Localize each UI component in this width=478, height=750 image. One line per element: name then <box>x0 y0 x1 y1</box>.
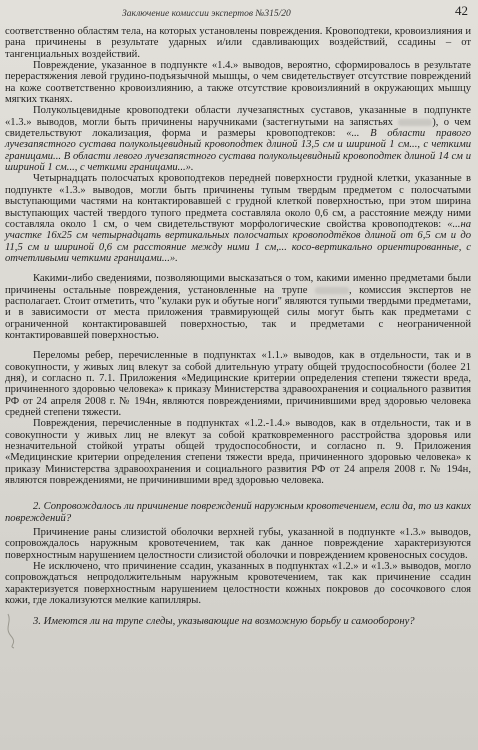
paragraph-objects-text-a: Какими-либо сведениями, позволяющими высказаться о том, какими именно предметами были причинены остальные повреждения, установленные на трупе <box>5 273 471 296</box>
page-number: 42 <box>455 3 468 18</box>
paragraph-other-injuries: Повреждения, перечисленные в подпунктах «1.2.-1.4.» выводов, как в отдельности, так и в совокупности у живых лиц не влекут за собой кратковременного расстройства здоровья или незначительной стойкой утраты общей трудоспособности, и согласно п. 9. Приложения «Медицинские критерии определения степени тяжести вреда, причиненного здоровью человека» к приказу Министерства здравоохранения и социального развития РФ от 24 апреля 2008 г. № 194н, являются повреждениями, не причинившими вред здоровью человека. <box>5 418 471 487</box>
paragraph-chest-bruises <box>5 173 471 264</box>
paragraph-handcuffs <box>5 105 471 173</box>
paragraph-objects <box>5 273 471 341</box>
paragraph-handcuffs-text-b: ), о чем свидетельствуют локализация, форма и размеры кровоподтеков: <box>5 116 471 140</box>
paragraph-handcuffs-text-a: Полукольцевидные кровоподтеки области лучезапястных суставов, указанные в подпункте «1.3.» выводов, могли быть причинены наручниками (застегнутыми на запястьях <box>5 105 471 128</box>
paragraph-continuation: соответственно областям тела, на которых установлены повреждения. Кровоподтеки, кровоизлияния и рана причинены в результате ударных и/или сдавливающих воздействий, ссадины – от тангенциальных воздействий. <box>5 26 471 60</box>
question-2: 2. Сопровождалось ли причинение повреждений наружным кровотечением, если да, то из каких повреждений? <box>5 501 471 524</box>
paragraph-lip-wound: Причинение раны слизистой оболочки верхней губы, указанной в подпункте «1.3.» выводов, сопровождалось наружным кровотечением, так как данное повреждение характеризуются поверхностным нарушением целостности слизистой оболочки и повреждением кровеносных сосудов. <box>5 527 471 561</box>
header-title: Заключение комиссии экспертов №315/20 <box>122 9 291 19</box>
document-body <box>5 26 471 627</box>
page-header <box>0 3 478 19</box>
question-3: 3. Имеются ли на трупе следы, указывающие на возможную борьбу и самооборону? <box>33 615 415 627</box>
redacted-name <box>315 287 349 294</box>
redacted-name <box>398 119 432 126</box>
pen-mark <box>2 610 22 650</box>
paragraph-rib-fractures: Переломы ребер, перечисленные в подпунктах «1.1.» выводов, как в отдельности, так и в совокупности, у живых лиц влекут за собой длительную утрату общей трудоспособности (более 21 дня), и согласно п. 7.1. Приложения «Медицинские критерии определения степени тяжести вреда, причиненного здоровью человека» к приказу Министерства здравоохранения и социального развития РФ от 24 апреля 2008 г. № 194н, являются повреждениями, причинившими вред здоровью человека средней степени тяжести. <box>5 350 471 418</box>
paragraph-1-4: Повреждение, указанное в подпункте «1.4.» выводов, вероятно, сформировалось в результате перерастяжения левой грудино-подъязычной мышцы, о чем свидетельствует отсутствие повреждений на коже соответственно кровоизлиянию, а также отсутствие кровоизлияний в окружающих мышцу мягких тканях. <box>5 60 471 106</box>
paragraph-abrasions: Не исключено, что причинение ссадин, указанных в подпунктах «1.2.» и «1.3.» выводов, могло сопровождаться непродолжительным наружным кровотечением, так как причинение ссадин характеризуется поверхностным нарушением целостности кожных покровов до сосочкового слоя кожи, где локализуются мелкие капилляры. <box>5 561 471 607</box>
paragraph-objects-text-b: , комиссия экспертов не располагает. Стоит отметить, что "кулаки рук и обутые ноги" являются тупыми твердыми предметами, и в зависимости от места приложения травмирующей силы могут быть как предметами с ограниченной контактировавшей поверхностью, так и предметами с неограниченной контактировавшей поверхностью. <box>5 284 472 341</box>
paragraph-chest-text: Четырнадцать полосчатых кровоподтеков передней поверхности грудной клетки, указанные в подпункте «1.3.» выводов, могли быть причинены тупым твердым предметом с полосчатыми выступающими частями на контактировавшей с грудной клеткой поверхностью, при этом ширина выступающих частей твердого тупого предмета составляла около 0,6 см, а расстояние между ними составляла около 1 см, о чем свидетельствуют морфологические свойства кровоподтеков: <box>5 173 471 230</box>
paragraph-chest-quote: «...на участке 16х25 см четырнадцать вертикальных полосчатых кровоподтёков длиной от 6,5 см и до 11,5 см и шириной 0,6 см расстояние между ними 1 см,... косо-вертикально ориентированные, с отчетливыми четкими границами...». <box>5 218 471 264</box>
paragraph-handcuffs-quote: «... В области правого лучезапястного сустава полукольцевидный кровоподтек длиной 13,5 см и шириной 1 см..., с четкими границами... В области левого лучезапястного сустава полукольцевидный кровоподтек длиной 14 см и шириной 1 см..., с четкими границами...». <box>5 128 471 174</box>
